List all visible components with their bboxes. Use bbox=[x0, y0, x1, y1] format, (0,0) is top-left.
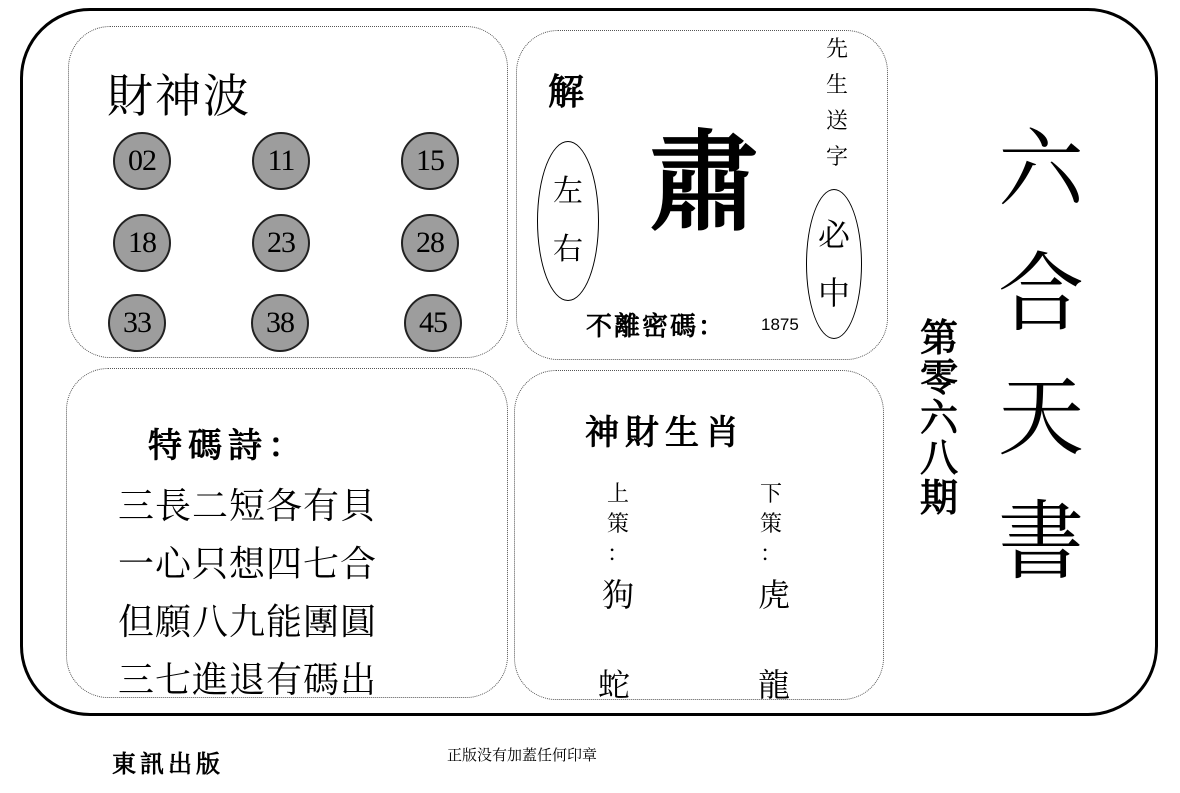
period-char: 第 bbox=[919, 316, 958, 360]
sender-text bbox=[822, 32, 852, 176]
riddle-big-char: 肅 bbox=[650, 121, 759, 246]
right-char: 右 bbox=[553, 232, 583, 267]
code-number: 1875 bbox=[761, 315, 799, 334]
poem-line: 一心只想四七合 bbox=[118, 544, 378, 585]
poem-line: 但願八九能團圓 bbox=[118, 602, 378, 643]
sender-char: 送 bbox=[825, 109, 848, 134]
publisher: 東訊出版 bbox=[112, 750, 224, 778]
label-char: 策 bbox=[606, 512, 629, 537]
label-char: 策 bbox=[759, 512, 782, 537]
period-char: 八 bbox=[919, 436, 958, 480]
period-char: 六 bbox=[919, 396, 958, 440]
left-char: 左 bbox=[553, 174, 583, 209]
zodiac-animal: 蛇 bbox=[598, 666, 631, 704]
wealth-panel-title: 財神波 bbox=[107, 69, 251, 123]
sender-char: 生 bbox=[825, 73, 848, 98]
poem-line: 三長二短各有貝 bbox=[118, 486, 378, 527]
main-title-char: 六 bbox=[998, 120, 1084, 220]
label-char: ： bbox=[606, 542, 629, 567]
number-ball: 23 bbox=[252, 214, 310, 272]
authenticity-note: 正版没有加蓋任何印章 bbox=[447, 746, 598, 764]
poem-line: 三七進退有碼出 bbox=[118, 660, 378, 701]
hit-char: 中 bbox=[817, 274, 850, 312]
period-char: 期 bbox=[919, 476, 958, 520]
zodiac-animal: 狗 bbox=[602, 576, 635, 614]
poem-title: 特碼詩： bbox=[148, 426, 308, 466]
sender-char: 先 bbox=[825, 37, 848, 62]
code-label: 不離密碼： bbox=[586, 312, 727, 342]
number-ball: 15 bbox=[401, 132, 459, 190]
label-char: 下 bbox=[759, 482, 782, 507]
sender-char: 字 bbox=[825, 145, 848, 170]
main-title-char: 天 bbox=[998, 368, 1084, 468]
period-char: 零 bbox=[919, 356, 958, 400]
number-ball: 18 bbox=[113, 214, 171, 272]
zodiac-animal: 龍 bbox=[758, 666, 791, 704]
zodiac-title: 神財生肖 bbox=[585, 413, 745, 453]
upper-strategy-label bbox=[602, 480, 634, 570]
number-ball: 11 bbox=[252, 132, 310, 190]
main-title-char: 書 bbox=[998, 492, 1084, 592]
number-ball: 02 bbox=[113, 132, 171, 190]
riddle-jie-label: 解 bbox=[548, 72, 585, 113]
main-title-char: 合 bbox=[998, 244, 1084, 344]
period-label bbox=[914, 318, 964, 518]
zodiac-animal: 虎 bbox=[758, 576, 791, 614]
lower-strategy-label bbox=[755, 480, 787, 570]
must-hit-ellipse bbox=[806, 189, 862, 339]
left-right-ellipse bbox=[537, 141, 599, 301]
main-title bbox=[995, 108, 1087, 604]
number-ball: 33 bbox=[108, 294, 166, 352]
label-char: 上 bbox=[606, 482, 629, 507]
must-char: 必 bbox=[817, 216, 850, 254]
label-char: ： bbox=[759, 542, 782, 567]
number-ball: 28 bbox=[401, 214, 459, 272]
number-ball: 45 bbox=[404, 294, 462, 352]
number-ball: 38 bbox=[251, 294, 309, 352]
